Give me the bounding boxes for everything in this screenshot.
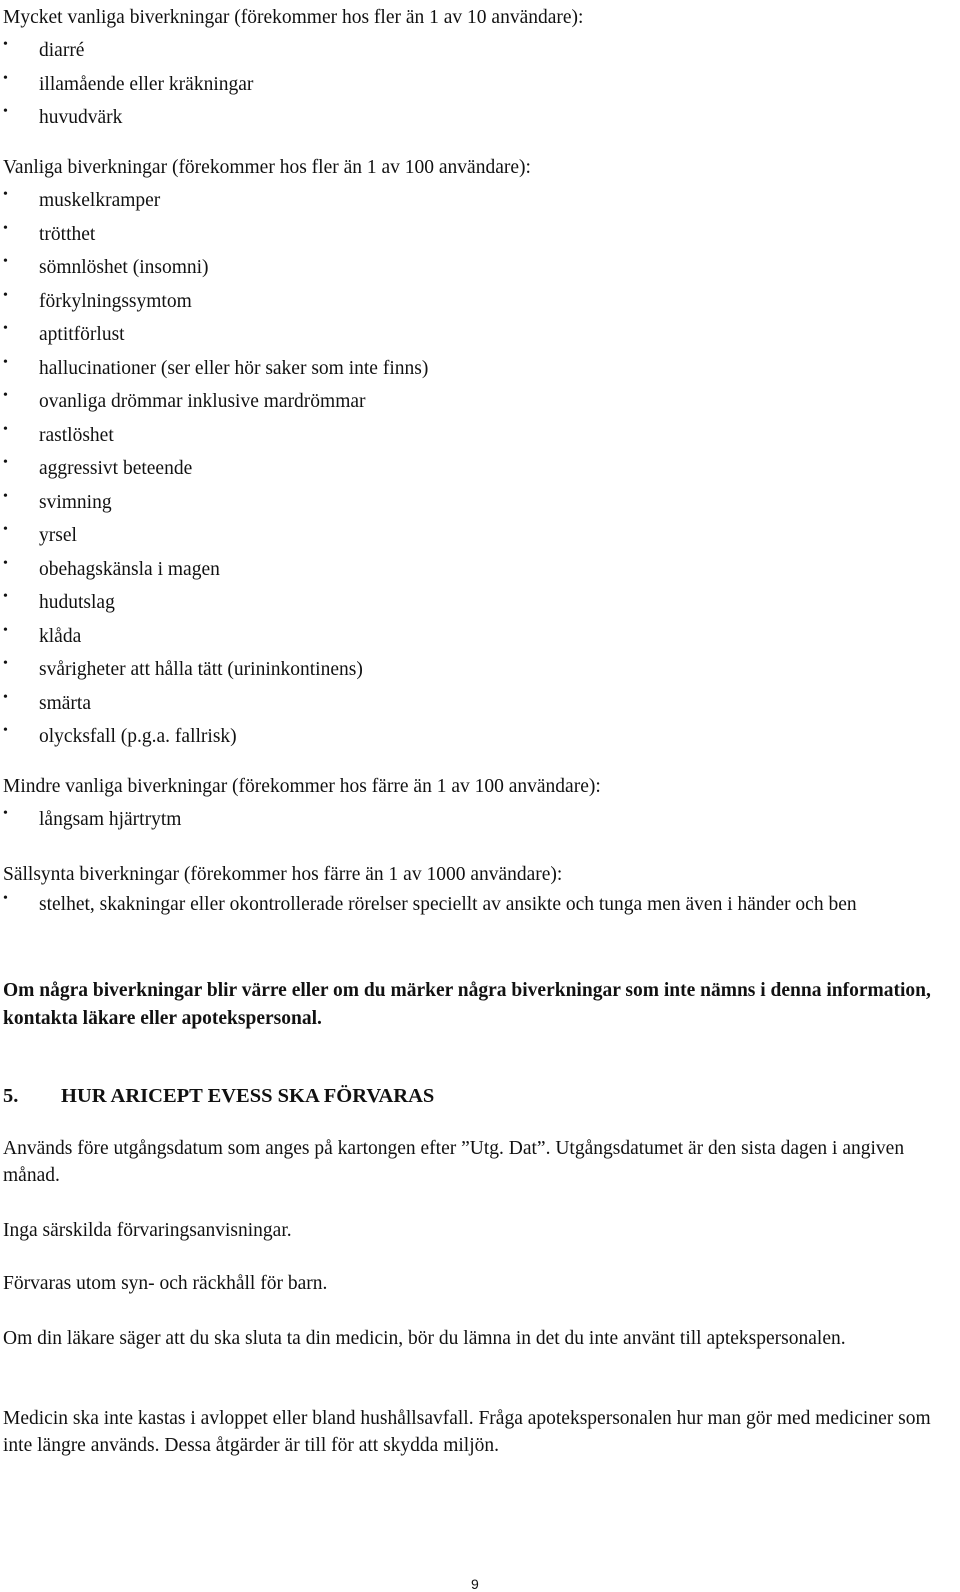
bullet-icon: • bbox=[3, 220, 8, 236]
list-item: • rastlöshet bbox=[3, 419, 953, 453]
rare-section bbox=[3, 858, 953, 919]
very-common-section bbox=[3, 1, 953, 135]
very-common-list bbox=[3, 34, 953, 135]
bullet-icon: • bbox=[3, 622, 8, 638]
list-item: • trötthet bbox=[3, 218, 953, 252]
bullet-icon: • bbox=[3, 522, 8, 537]
bullet-icon: • bbox=[3, 656, 8, 671]
bullet-icon: • bbox=[3, 321, 8, 336]
paragraph: Förvaras utom syn- och räckhåll för barn. bbox=[3, 1273, 328, 1294]
bullet-icon: • bbox=[3, 589, 8, 604]
list-item: • smärta bbox=[3, 687, 953, 721]
section-5-heading bbox=[3, 1080, 953, 1113]
bullet-icon: • bbox=[3, 455, 8, 470]
list-item: • svårigheter att hålla tätt (urininkontinens) bbox=[3, 653, 953, 687]
bullet-icon: • bbox=[3, 891, 8, 906]
page-number: 9 bbox=[471, 1576, 479, 1592]
list-item: • långsam hjärtrytm bbox=[3, 803, 953, 837]
paragraph: Om din läkare säger att du ska sluta ta din medicin, bör du lämna in det du inte använt till aptekspersonalen. bbox=[3, 1328, 846, 1349]
list-item: • förkylningssymtom bbox=[3, 285, 953, 319]
list-item: • hallucinationer (ser eller hör saker som inte finns) bbox=[3, 352, 953, 386]
list-item: • obehagskänsla i magen bbox=[3, 553, 953, 587]
list-item: • muskelkramper bbox=[3, 184, 953, 218]
paragraph: Används före utgångsdatum som anges på kartongen efter ”Utg. Dat”. Utgångsdatumet är den sista dagen i angiven månad. bbox=[3, 1138, 905, 1186]
list-item: • svimning bbox=[3, 486, 953, 520]
list-item: • stelhet, skakningar eller okontrollerade rörelser speciellt av ansikte och tunga men även i händer och ben bbox=[3, 891, 857, 915]
bullet-icon: • bbox=[3, 37, 8, 52]
bullet-icon: • bbox=[3, 254, 8, 269]
very-common-heading: Mycket vanliga biverkningar (förekommer hos fler än 1 av 10 användare): bbox=[3, 7, 584, 28]
list-item: • illamående eller kräkningar bbox=[3, 68, 953, 102]
list-item: • ovanliga drömmar inklusive mardrömmar bbox=[3, 385, 953, 419]
section-number: 5. bbox=[3, 1085, 19, 1107]
section-title: HUR ARICEPT EVESS SKA FÖRVARAS bbox=[61, 1085, 435, 1107]
common-list bbox=[3, 184, 953, 754]
bullet-icon: • bbox=[3, 388, 8, 403]
bullet-icon: • bbox=[3, 70, 8, 86]
rare-list bbox=[3, 891, 953, 919]
list-item: • klåda bbox=[3, 620, 953, 654]
bullet-icon: • bbox=[3, 806, 8, 821]
list-item: • aptitförlust bbox=[3, 318, 953, 352]
list-item: • aggressivt beteende bbox=[3, 452, 953, 486]
bullet-icon: • bbox=[3, 287, 8, 303]
uncommon-list bbox=[3, 803, 953, 837]
warning-text: Om några biverkningar blir värre eller om du märker några biverkningar som inte nämns i denna information, kontakta läkare eller apotekspersonal. bbox=[3, 980, 931, 1029]
bullet-icon: • bbox=[3, 104, 8, 119]
rare-heading: Sällsynta biverkningar (förekommer hos färre än 1 av 1000 användare): bbox=[3, 864, 563, 885]
list-item: • huvudvärk bbox=[3, 101, 953, 135]
common-section bbox=[3, 151, 953, 754]
list-item: • olycksfall (p.g.a. fallrisk) bbox=[3, 720, 953, 754]
uncommon-section bbox=[3, 770, 953, 837]
common-heading: Vanliga biverkningar (förekommer hos fler än 1 av 100 användare): bbox=[3, 157, 531, 178]
list-item: • hudutslag bbox=[3, 586, 953, 620]
paragraph: Inga särskilda förvaringsanvisningar. bbox=[3, 1220, 292, 1241]
list-item: • sömnlöshet (insomni) bbox=[3, 251, 953, 285]
list-item: • yrsel bbox=[3, 519, 953, 553]
bullet-icon: • bbox=[3, 354, 8, 370]
bullet-icon: • bbox=[3, 555, 8, 571]
paragraph: Medicin ska inte kastas i avloppet eller bland hushållsavfall. Fråga apotekspersonalen hur man gör med mediciner som inte längre används. Dessa åtgärder är till för att skydda miljön. bbox=[3, 1408, 931, 1456]
bullet-icon: • bbox=[3, 187, 8, 202]
uncommon-heading: Mindre vanliga biverkningar (förekommer hos färre än 1 av 100 användare): bbox=[3, 776, 601, 797]
bullet-icon: • bbox=[3, 421, 8, 437]
bullet-icon: • bbox=[3, 723, 8, 738]
bullet-icon: • bbox=[3, 488, 8, 504]
list-item: • diarré bbox=[3, 34, 953, 68]
bullet-icon: • bbox=[3, 689, 8, 705]
